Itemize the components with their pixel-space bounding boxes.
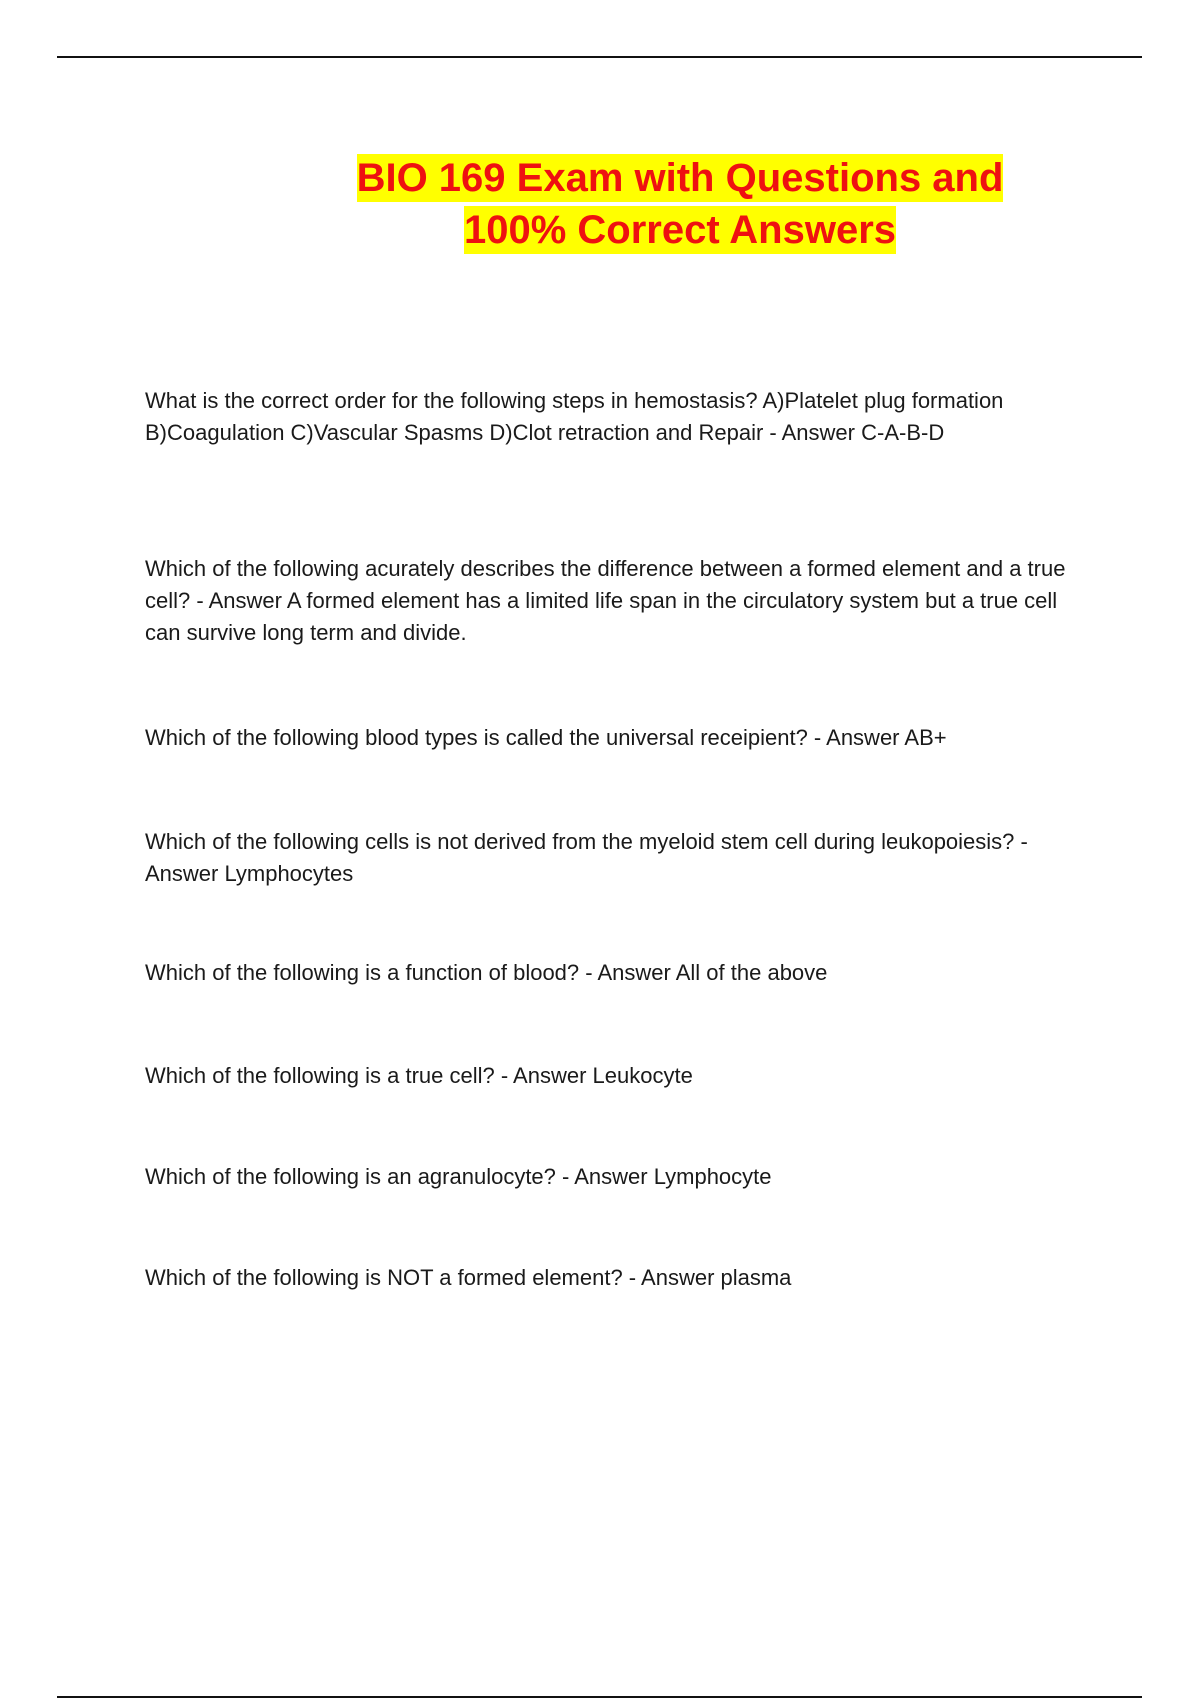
qa-item-5: Which of the following is a function of blood? - Answer All of the above: [145, 960, 828, 985]
qa-item-7: Which of the following is an agranulocyte? - Answer Lymphocyte: [145, 1164, 772, 1189]
document-title-block: [300, 152, 1060, 256]
bottom-rule: [57, 1696, 1142, 1698]
document-title: BIO 169 Exam with Questions and 100% Correct Answers: [356, 156, 1004, 252]
qa-item-1: What is the correct order for the following steps in hemostasis? A)Platelet plug formation B)Coagulation C)Vascular Spasms D)Clot retraction and Repair - Answer C-A-B-D: [145, 388, 1004, 445]
qa-item-4: Which of the following cells is not derived from the myeloid stem cell during leukopoiesis? - Answer Lymphocytes: [145, 829, 1028, 886]
qa-item-2: Which of the following acurately describes the difference between a formed element and a true cell? - Answer A formed element has a limited life span in the circulatory system but a true cell can survive long term and divide.: [145, 556, 1066, 645]
qa-item-6: Which of the following is a true cell? - Answer Leukocyte: [145, 1063, 693, 1088]
qa-item-3: Which of the following blood types is called the universal receipient? - Answer AB+: [145, 725, 947, 750]
top-rule: [57, 56, 1142, 58]
qa-item-8: Which of the following is NOT a formed element? - Answer plasma: [145, 1265, 792, 1290]
